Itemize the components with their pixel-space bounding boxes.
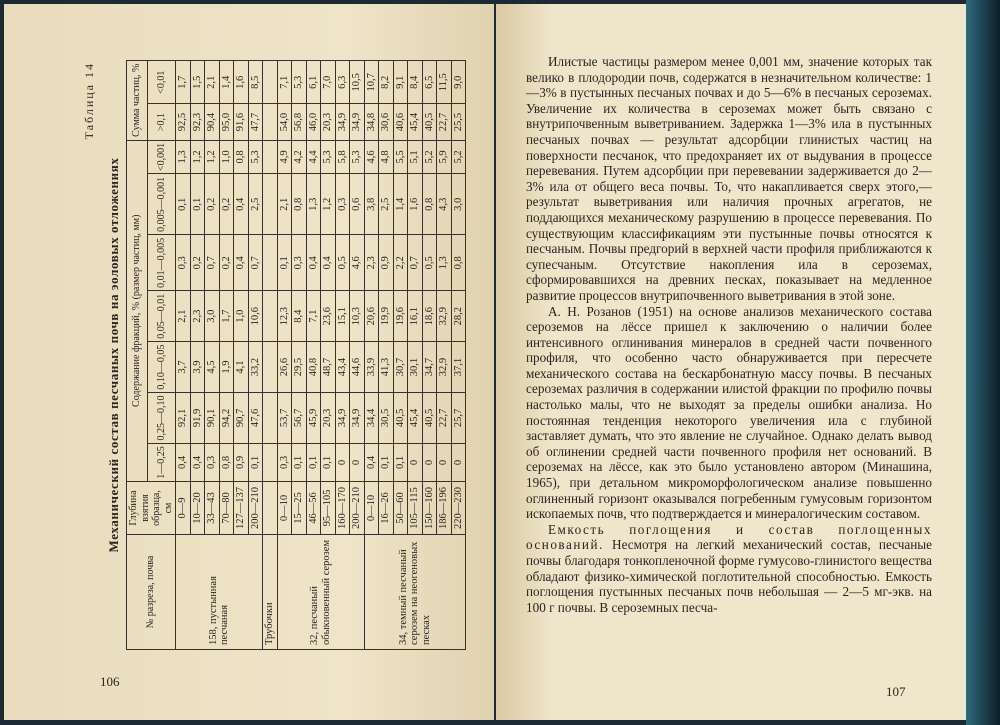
value-cell: 0,1	[306, 443, 321, 481]
value-cell: 8,5	[248, 61, 263, 104]
value-cell: 34,9	[350, 104, 365, 140]
value-cell: 0,6	[350, 174, 365, 235]
body-text	[526, 54, 932, 615]
empty-cell	[263, 104, 278, 140]
value-cell: 8,4	[408, 61, 423, 104]
value-cell: 34,9	[335, 104, 350, 140]
depth-cell: 16—26	[379, 482, 394, 535]
value-cell: 7,0	[321, 61, 336, 104]
value-cell: 45,4	[408, 104, 423, 140]
column-header: 1—0,25	[148, 443, 176, 481]
depth-cell: 105—115	[408, 482, 423, 535]
value-cell: 0,2	[190, 235, 205, 291]
group-name: 34, темный песчаный серозем на неогеновых песках	[364, 535, 466, 650]
empty-cell	[263, 342, 278, 393]
value-cell: 91,6	[234, 104, 249, 140]
value-cell: 2,5	[248, 174, 263, 235]
right-page	[496, 4, 966, 720]
value-cell: 0,7	[248, 235, 263, 291]
value-cell: 45,9	[306, 393, 321, 444]
value-cell: 10,3	[350, 291, 365, 342]
value-cell: 0	[451, 443, 466, 481]
value-cell: 30,7	[393, 342, 408, 393]
depth-cell: 95—105	[321, 482, 336, 535]
empty-cell	[263, 61, 278, 104]
value-cell: 0,8	[234, 140, 249, 174]
value-cell: 34,9	[335, 393, 350, 444]
column-header: <0,01	[148, 61, 176, 104]
value-cell: 34,4	[364, 393, 379, 444]
depth-cell: 46—56	[306, 482, 321, 535]
depth-cell: 200—210	[350, 482, 365, 535]
value-cell: 28,2	[451, 291, 466, 342]
value-cell: 0,1	[277, 235, 292, 291]
value-cell: 1,4	[219, 61, 234, 104]
value-cell: 40,5	[422, 104, 437, 140]
value-cell: 0,2	[219, 235, 234, 291]
table-title: Механический состав песчаных почв на эоловых отложениях	[106, 157, 121, 553]
value-cell: 0,8	[451, 235, 466, 291]
value-cell: 15,1	[335, 291, 350, 342]
depth-cell: 0—10	[277, 482, 292, 535]
column-header: 0,25—0,10	[148, 393, 176, 444]
column-header: 0,10—0,05	[148, 342, 176, 393]
value-cell: 2,2	[393, 235, 408, 291]
value-cell: 4,1	[234, 342, 249, 393]
paragraph-1: Илистые частицы размером менее 0,001 мм, значение которых так велико в плодородии почв, содержатся в незначительном количестве: 1—3% в пустынных песчаных почвах и до 5—6% в песчаных сероземах. Увеличение их количества в сероземах может быть связано с внутрипочвенным выветриванием. Задержка 1—3% ила в пустынных песчаных почвах — результат адсорбции глинистых частиц на поверхности песчанок, что предохраняет их от выдувания в процессе перевевания. Путем адсорбции при перевевании задерживается до 2—3% ила от общего веса почвы. То, что накапливается сверх этого,— результат выветривания или наличия прочных агрегатов, не поддающихся механическому разрушению в процессе перевевания. По существующим классификациям эти пустынные почвы относятся к песчаным. Почвы предгорий в верхней части профиля приближаются к супесчаным. Отсутствие накопления ила в сероземах, сформировавшихся на древних песках, показывает на медленное развитие процессов внутрипочвенного выветривания в этой зоне.	[526, 54, 932, 303]
table-row	[277, 61, 292, 650]
value-cell: 5,3	[350, 140, 365, 174]
value-cell: 53,7	[277, 393, 292, 444]
value-cell: 56,7	[292, 393, 307, 444]
value-cell: 32,9	[437, 291, 452, 342]
value-cell: 10,5	[350, 61, 365, 104]
depth-cell: 33—43	[205, 482, 220, 535]
value-cell: 34,7	[422, 342, 437, 393]
value-cell: 30,5	[379, 393, 394, 444]
column-header: <0,001	[148, 140, 176, 174]
value-cell: 47,6	[248, 393, 263, 444]
rotated-table-block	[82, 60, 476, 650]
value-cell: 4,5	[205, 342, 220, 393]
value-cell: 22,7	[437, 104, 452, 140]
value-cell: 0,5	[335, 235, 350, 291]
value-cell: 40,5	[422, 393, 437, 444]
empty-cell	[263, 174, 278, 235]
depth-cell: 186—196	[437, 482, 452, 535]
header-fraction-group: Содержание фракций, % (размер частиц, мм)	[127, 140, 148, 481]
depth-cell: 160—170	[335, 482, 350, 535]
value-cell: 5,3	[321, 140, 336, 174]
value-cell: 2,3	[190, 291, 205, 342]
book-cover-edge	[966, 0, 1000, 725]
value-cell: 94,2	[219, 393, 234, 444]
value-cell: 18,6	[422, 291, 437, 342]
value-cell: 0,3	[335, 174, 350, 235]
value-cell: 23,6	[321, 291, 336, 342]
value-cell: 0,4	[306, 235, 321, 291]
column-header: 0,005—0,001	[148, 174, 176, 235]
value-cell: 0,4	[364, 443, 379, 481]
value-cell: 0,3	[277, 443, 292, 481]
value-cell: 0,1	[321, 443, 336, 481]
value-cell: 1,2	[205, 140, 220, 174]
value-cell: 3,8	[364, 174, 379, 235]
depth-cell: 70—80	[219, 482, 234, 535]
value-cell: 92,3	[190, 104, 205, 140]
value-cell: 0,5	[422, 235, 437, 291]
empty-cell	[263, 235, 278, 291]
right-page-number: 107	[886, 684, 906, 699]
value-cell: 1,6	[408, 174, 423, 235]
value-cell: 0,9	[379, 235, 394, 291]
value-cell: 37,1	[451, 342, 466, 393]
value-cell: 0,7	[205, 235, 220, 291]
value-cell: 5,8	[335, 140, 350, 174]
value-cell: 0,1	[248, 443, 263, 481]
table-row	[176, 61, 191, 650]
value-cell: 4,8	[379, 140, 394, 174]
value-cell: 40,5	[393, 393, 408, 444]
value-cell: 41,3	[379, 342, 394, 393]
value-cell: 0,2	[205, 174, 220, 235]
value-cell: 90,7	[234, 393, 249, 444]
group-name: 158, пустынная песчаная	[176, 535, 263, 650]
value-cell: 92,5	[176, 104, 191, 140]
depth-cell: 150—160	[422, 482, 437, 535]
value-cell: 0,4	[321, 235, 336, 291]
value-cell: 90,1	[205, 393, 220, 444]
value-cell: 0	[408, 443, 423, 481]
depth-cell: 15—25	[292, 482, 307, 535]
value-cell: 5,1	[408, 140, 423, 174]
value-cell: 0,1	[176, 174, 191, 235]
value-cell: 20,6	[364, 291, 379, 342]
value-cell: 12,3	[277, 291, 292, 342]
header-sum-group: Сумма частиц, %	[127, 61, 148, 141]
group-name: 32, песчаный обыкновенный серозем	[277, 535, 364, 650]
value-cell: 29,5	[292, 342, 307, 393]
value-cell: 0	[350, 443, 365, 481]
value-cell: 0,3	[176, 235, 191, 291]
value-cell: 5,5	[393, 140, 408, 174]
value-cell: 0,4	[190, 443, 205, 481]
value-cell: 34,9	[350, 393, 365, 444]
value-cell: 22,7	[437, 393, 452, 444]
value-cell: 45,4	[408, 393, 423, 444]
value-cell: 0,1	[379, 443, 394, 481]
value-cell: 6,3	[335, 61, 350, 104]
paragraph-3	[526, 522, 932, 616]
value-cell: 2,1	[205, 61, 220, 104]
value-cell: 33,9	[364, 342, 379, 393]
header-depth: Глубина взятия образца, см	[127, 482, 176, 535]
value-cell: 0	[422, 443, 437, 481]
empty-cell	[263, 482, 278, 535]
value-cell: 0,3	[292, 235, 307, 291]
value-cell: 4,3	[437, 174, 452, 235]
value-cell: 0,4	[234, 174, 249, 235]
value-cell: 8,2	[379, 61, 394, 104]
table-body	[176, 61, 466, 650]
value-cell: 9,1	[393, 61, 408, 104]
value-cell: 1,3	[437, 235, 452, 291]
value-cell: 32,9	[437, 342, 452, 393]
value-cell: 11,5	[437, 61, 452, 104]
value-cell: 0,8	[292, 174, 307, 235]
value-cell: 6,5	[422, 61, 437, 104]
value-cell: 34,8	[364, 104, 379, 140]
value-cell: 56,8	[292, 104, 307, 140]
table-row	[364, 61, 379, 650]
value-cell: 1,3	[306, 174, 321, 235]
value-cell: 5,2	[451, 140, 466, 174]
value-cell: 7,1	[277, 61, 292, 104]
table-row	[263, 61, 278, 650]
depth-cell: 10—20	[190, 482, 205, 535]
value-cell: 3,0	[205, 291, 220, 342]
value-cell: 20,3	[321, 393, 336, 444]
paragraph-3-text: Несмотря на легкий механический состав, песчаные почвы благодаря тонкопленочной форме гумусово-глинистого вещества обладают физико-химической поглотительной способностью. Емкость поглощения пустынных песчаных почв небольшая — 2—5 мг-экв. на 100 г почвы. В сероземных песча-	[526, 537, 932, 615]
value-cell: 1,3	[176, 140, 191, 174]
value-cell: 1,0	[219, 140, 234, 174]
value-cell: 40,6	[393, 104, 408, 140]
value-cell: 0,9	[234, 443, 249, 481]
depth-cell: 220—230	[451, 482, 466, 535]
value-cell: 1,7	[176, 61, 191, 104]
value-cell: 43,4	[335, 342, 350, 393]
empty-cell	[263, 140, 278, 174]
empty-cell	[263, 393, 278, 444]
value-cell: 2,5	[379, 174, 394, 235]
value-cell: 0	[437, 443, 452, 481]
left-page	[4, 4, 494, 720]
value-cell: 0,3	[205, 443, 220, 481]
value-cell: 5,2	[422, 140, 437, 174]
value-cell: 1,4	[393, 174, 408, 235]
value-cell: 3,9	[190, 342, 205, 393]
value-cell: 1,5	[190, 61, 205, 104]
value-cell: 3,0	[451, 174, 466, 235]
value-cell: 0,1	[190, 174, 205, 235]
value-cell: 2,1	[176, 291, 191, 342]
value-cell: 92,1	[176, 393, 191, 444]
value-cell: 3,7	[176, 342, 191, 393]
value-cell: 0,1	[292, 443, 307, 481]
section-heading: Емкость поглощения и состав поглощенных оснований.	[526, 521, 932, 553]
value-cell: 4,6	[350, 235, 365, 291]
value-cell: 1,2	[190, 140, 205, 174]
value-cell: 0,7	[408, 235, 423, 291]
empty-cell	[263, 291, 278, 342]
value-cell: 54,0	[277, 104, 292, 140]
value-cell: 0,4	[234, 235, 249, 291]
value-cell: 1,9	[219, 342, 234, 393]
value-cell: 0,2	[219, 174, 234, 235]
value-cell: 19,9	[379, 291, 394, 342]
value-cell: 46,0	[306, 104, 321, 140]
value-cell: 7,1	[306, 291, 321, 342]
value-cell: 4,6	[364, 140, 379, 174]
value-cell: 0,1	[393, 443, 408, 481]
header-section: № разреза, почва	[127, 535, 176, 650]
value-cell: 4,9	[277, 140, 292, 174]
value-cell: 4,4	[306, 140, 321, 174]
value-cell: 1,6	[234, 61, 249, 104]
value-cell: 5,3	[248, 140, 263, 174]
value-cell: 1,7	[219, 291, 234, 342]
value-cell: 2,3	[364, 235, 379, 291]
value-cell: 91,9	[190, 393, 205, 444]
depth-cell: 0—10	[364, 482, 379, 535]
value-cell: 0	[335, 443, 350, 481]
value-cell: 4,2	[292, 140, 307, 174]
value-cell: 1,2	[321, 174, 336, 235]
value-cell: 16,1	[408, 291, 423, 342]
value-cell: 5,3	[292, 61, 307, 104]
value-cell: 10,6	[248, 291, 263, 342]
column-header: >0,1	[148, 104, 176, 140]
value-cell: 48,7	[321, 342, 336, 393]
depth-cell: 127—137	[234, 482, 249, 535]
value-cell: 19,6	[393, 291, 408, 342]
value-cell: 20,3	[321, 104, 336, 140]
value-cell: 26,6	[277, 342, 292, 393]
group-name: Трубочки	[263, 535, 278, 650]
value-cell: 30,6	[379, 104, 394, 140]
left-page-number: 106	[100, 674, 120, 689]
value-cell: 0,8	[422, 174, 437, 235]
empty-cell	[263, 443, 278, 481]
column-header: 0,05—0,01	[148, 291, 176, 342]
value-cell: 6,1	[306, 61, 321, 104]
value-cell: 8,4	[292, 291, 307, 342]
value-cell: 25,7	[451, 393, 466, 444]
value-cell: 33,2	[248, 342, 263, 393]
mechanical-composition-table	[126, 60, 466, 650]
value-cell: 30,1	[408, 342, 423, 393]
value-cell: 95,0	[219, 104, 234, 140]
value-cell: 0,4	[176, 443, 191, 481]
table-label: Таблица 14	[82, 62, 96, 140]
column-header: 0,01—0,005	[148, 235, 176, 291]
depth-cell: 200—210	[248, 482, 263, 535]
depth-cell: 0—9	[176, 482, 191, 535]
value-cell: 10,7	[364, 61, 379, 104]
value-cell: 9,0	[451, 61, 466, 104]
value-cell: 0,8	[219, 443, 234, 481]
depth-cell: 50—60	[393, 482, 408, 535]
value-cell: 47,7	[248, 104, 263, 140]
value-cell: 25,5	[451, 104, 466, 140]
value-cell: 44,6	[350, 342, 365, 393]
value-cell: 1,0	[234, 291, 249, 342]
value-cell: 90,4	[205, 104, 220, 140]
value-cell: 5,9	[437, 140, 452, 174]
paragraph-2: А. Н. Розанов (1951) на основе анализов механического состава сероземов на лёссе пришел к заключению о наличии более интенсивного оглинивания минералов в средней части почвенного профиля, что особенно часто обнаруживается при пересчете механического состава на бескарбонатную массу почвы. В песчаных сероземах различия в содержании илистой фракции по профилю почвы настолько малы, что не выходят за пределы ошибки анализа. Но постоянная тенденция некоторого увеличения ила с глубиной заставляет думать, что это явление не случайное. Однако делать вывод об оглинении средней части почвенного профиля нет оснований. В сероземах на лёссе, как это было установлено автором (Минашина, 1965), при детальном микроморфологическом анализе повышенно оглиненный горизонт оказывался погребенным гумусовым горизонтом ископаемых почв, что подтверждается и минералогическим составом.	[526, 303, 932, 522]
value-cell: 40,8	[306, 342, 321, 393]
value-cell: 2,1	[277, 174, 292, 235]
